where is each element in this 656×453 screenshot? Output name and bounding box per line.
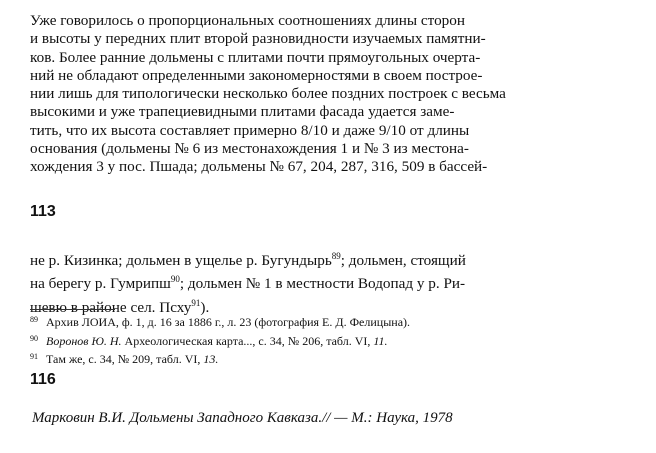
page-number: 116 (30, 371, 56, 388)
line-text: на берегу р. Гумрипш (30, 275, 171, 293)
text-line (30, 270, 630, 293)
text-line: ков. Более ранние дольмены с плитами почти прямоугольных очерта- (30, 48, 481, 66)
footnote-ref[interactable]: 89 (331, 251, 341, 261)
footnote-ref[interactable]: 91 (191, 297, 201, 308)
text-line: Уже говорилось о пропорциональных соотношениях длины сторон (30, 12, 465, 29)
line-text: ). (200, 298, 210, 316)
main-paragraph (30, 12, 630, 177)
footnote-table-ref: 11. (373, 333, 388, 348)
text-line: основания (дольмены № 6 из местонахождения 1 и № 3 из местона- (30, 140, 469, 158)
text-line: хождения 3 у пос. Пшада; дольмены № 67, 204, 287, 316, 509 в бассей- (30, 158, 488, 176)
footnote-author: Воронов Ю. Н. (46, 333, 122, 348)
footnote-table-ref: 13. (203, 352, 219, 366)
footnote-number: 89 (30, 315, 38, 324)
text-line: и высоты у передних плит второй разновидности изучаемых памятни- (30, 30, 486, 48)
text-line: высокими и уже трапециевидными плитами фасада удается заме- (30, 103, 455, 121)
footnote-text: Там же, с. 34, № 209, табл. VI, (46, 352, 204, 366)
text-line: тить, что их высота составляет примерно 8/10 и даже 9/10 от длины (30, 121, 470, 139)
text-line (30, 247, 630, 270)
footnote-divider (30, 309, 115, 310)
line-text: ; дольмен № 1 в местности Водопад у р. Ри- (179, 275, 466, 293)
footnote-number: 91 (30, 352, 38, 361)
footnote-text: Архив ЛОИА, ф. 1, д. 16 за 1886 г., л. 23 (фотография Е. Д. Фелицына). (46, 315, 411, 329)
line-text: ; дольмен, стоящий (340, 252, 466, 269)
footnote (30, 331, 630, 350)
footnote-number: 90 (30, 333, 38, 343)
footnote-ref[interactable]: 90 (170, 274, 180, 285)
footnote-text: Археологическая карта..., с. 34, № 206, табл. VI, (121, 333, 374, 348)
page-number: 113 (30, 203, 56, 220)
source-citation: Марковин В.И. Дольмены Западного Кавказа.// — М.: Наука, 1978 (32, 410, 453, 426)
text-line: ний не обладают определенными закономерностями в своем построе- (30, 66, 483, 84)
footnote (30, 312, 630, 331)
continuation-paragraph (30, 247, 630, 317)
footnote (30, 349, 630, 368)
line-text: шевю в районе сел. Псху (30, 298, 192, 316)
footnotes (30, 312, 630, 368)
line-text: не р. Кизинка; дольмен в ущелье р. Бугундырь (30, 252, 332, 269)
text-line: нии лишь для типологически несколько более поздних построек с весьма (30, 85, 506, 103)
